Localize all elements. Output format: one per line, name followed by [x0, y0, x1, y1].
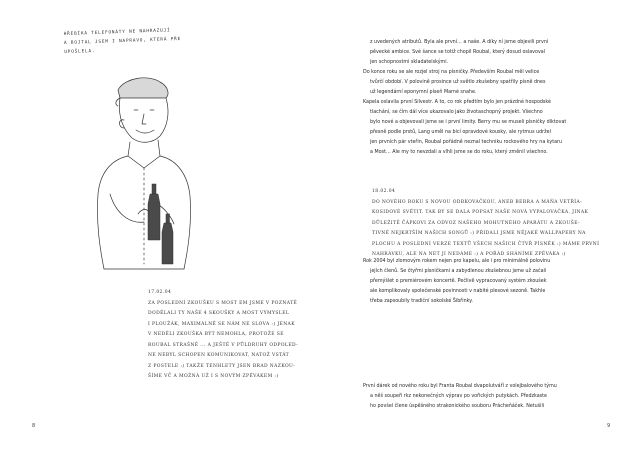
- body-line: přemýšlet o premiérovém koncertě. Pečlivě vypracovaný systém zkoušek: [370, 279, 547, 284]
- body-line: tvůrčí období. V polovině prosince už světlo zkušebny spatřily písně dnes: [370, 80, 546, 85]
- caption-line: ŠÍME VČ A MOŽNÁ UŽ I S NOVÝM ZPĚVÁKEM :): [148, 374, 279, 379]
- cap-icon: [118, 78, 168, 98]
- body-line: Rok 2004 byl zlomovým rokem nejen pro kapelu, ale i pro minimálně polovinu: [363, 259, 551, 264]
- caption-line: NAHRÁVKU, ALE NA NET JI NEDÁME :) A POŘÁD SHÁNÍME ZPĚVÁKA :): [372, 252, 566, 257]
- body-line: bylo nové a objevovali jsme se i první limity. Berry mu se museli písničky diktovat: [370, 120, 567, 125]
- body-line: jejích členů. Se čtyřmi písničkami a zabydlenou zkušebnou jsme už začali: [370, 269, 547, 274]
- beer-bottle-icon: [148, 184, 160, 240]
- body-paragraph-bottom: [363, 382, 557, 412]
- caption-line: KOSIDOVÉ SVĚTIT. TAK BY SE DALA POPSAT NAŠE NOVÁ VYPALOVAČKA. JINAK: [372, 210, 589, 215]
- caption-line: ROUBAL STRAŠNĚ ... A JEŠTĚ V PŮLDRUHÝ ODPOLED-: [148, 342, 299, 348]
- caption-line: I PLOUŽÁK, MAXIMÁLNĚ SE NÁM NE SLOVA :) JENAK: [148, 321, 295, 327]
- caption-line: Z POSTELE :) TAKŽE TENHLETY JSEN BRAD NAZKOU-: [148, 363, 296, 369]
- right-caption: [372, 187, 599, 261]
- body-line: a Most… Ale my to nevzdali a vlhli jsme se do roku, který změnil všechno.: [370, 150, 548, 155]
- handwritten-line: A BOJTAL JSEM I NAPRAVO, KTERÁ PŘE: [63, 36, 182, 47]
- caption-line: TIVNĚ NEJKRTŠÍM NAŠICH SONGŮ :) PŘIDALI JSME NĚJAKÉ WALLPAPERY NA: [372, 231, 586, 236]
- caption-line: DO NOVÉHO ROKU S NOVOU ODBKOVAČKOU, ANEB BERRA A MÁŇA VETŘÍA-: [372, 199, 583, 205]
- caption-line: ZA POSLEDNÍ ZKOUŠKU S MOST EM JSME V POZNATĚ: [148, 300, 298, 306]
- body-line: a něš soupeři rkz nekonečných výprav po vořických putykách. Předzkaste: [370, 394, 547, 399]
- body-line: pěvecké ambice. Své šance se totiž chopil Roubal, který dosud oslavoval: [370, 50, 546, 55]
- body-line: jen prvních pár vteřin, Roubal pořádně neznal techniku rockového hry na kytaru: [370, 140, 563, 145]
- body-line: třeba zapsoubily tradiční sokolské Šibřinky.: [370, 299, 473, 304]
- caption-line: V NEDĚLI ZKOUŠKA BÝT NEMOHLA, PROTOŽE SE: [148, 332, 284, 337]
- caption-date: 18.02.04: [372, 189, 396, 194]
- caption-line: PLOCHU A POSLEDNÍ VERZE TEXTŮ VŠECH NAŠICH ČTVŘ PÍSNĚK :) MÁME PRVNÍ: [372, 241, 600, 247]
- caption-line: DŮLEŽITĚ ČÁPKOVI ZA ODVOZ NAŠEHO MOHUTNÉHO APARÁTU A ZKOUŠE-: [372, 220, 580, 226]
- sketch-illustration: [90, 64, 200, 284]
- body-line: z uvedených atributů. Byla ale první… a naše. A díky ní jsme objevili první: [370, 40, 549, 45]
- handwritten-line: UPOŠLELA.: [64, 48, 96, 56]
- body-line: tlachání, se čím dál více ukazovalo jako životaschopný projekt. Všechno: [370, 110, 543, 115]
- body-paragraph-top: [363, 38, 566, 158]
- page-number-left: 8: [32, 423, 36, 429]
- right-page: [319, 0, 638, 453]
- caption-line: NE NEBYL SCHOPEN KOMUNIKOVAT, NATOŽ VSTÁT: [148, 353, 290, 358]
- body-line: První dárek od nového roku byl Franta Roubal dvapolutváří z volejbalového týmu: [363, 384, 557, 389]
- caption-line: DODĚLALI TY NAŠE 4 SKOUŠKY A MOST VYMYSLEL: [148, 311, 290, 316]
- body-line: Kapela oslavila první Silvestr. A to, co rok předtím bylo jen prázdné hospodské: [363, 100, 551, 105]
- body-line: přesně podle prstů, Lang uměl na bicí opravdové kousky, ale rytmus udržel: [370, 130, 551, 135]
- page-number-right: 9: [607, 423, 611, 429]
- caption-date: 17.02.04: [148, 290, 172, 295]
- body-line: Do konce roku se ale rozjel stroj na písničky. Především Roubal měl velice: [363, 70, 540, 75]
- body-line: už legendární eponymní píseň Marné snahe.: [370, 90, 477, 95]
- body-paragraph-middle: [363, 257, 550, 307]
- handwritten-note: [64, 26, 182, 57]
- body-line: jen schopnostmi skladatelskými.: [370, 60, 449, 65]
- left-caption: [148, 288, 298, 383]
- body-line: ho povšel člene úspěšného strakonického souboru Prácheňáček. Netušili: [370, 404, 545, 409]
- body-line: ale komplikovaly společenské povinnosti v nabité plesové sezoně. Takhle: [370, 289, 546, 294]
- handwritten-line: HŘEBÍKA TELEFONÁTY NE NAHRAZUJÍ: [63, 28, 171, 38]
